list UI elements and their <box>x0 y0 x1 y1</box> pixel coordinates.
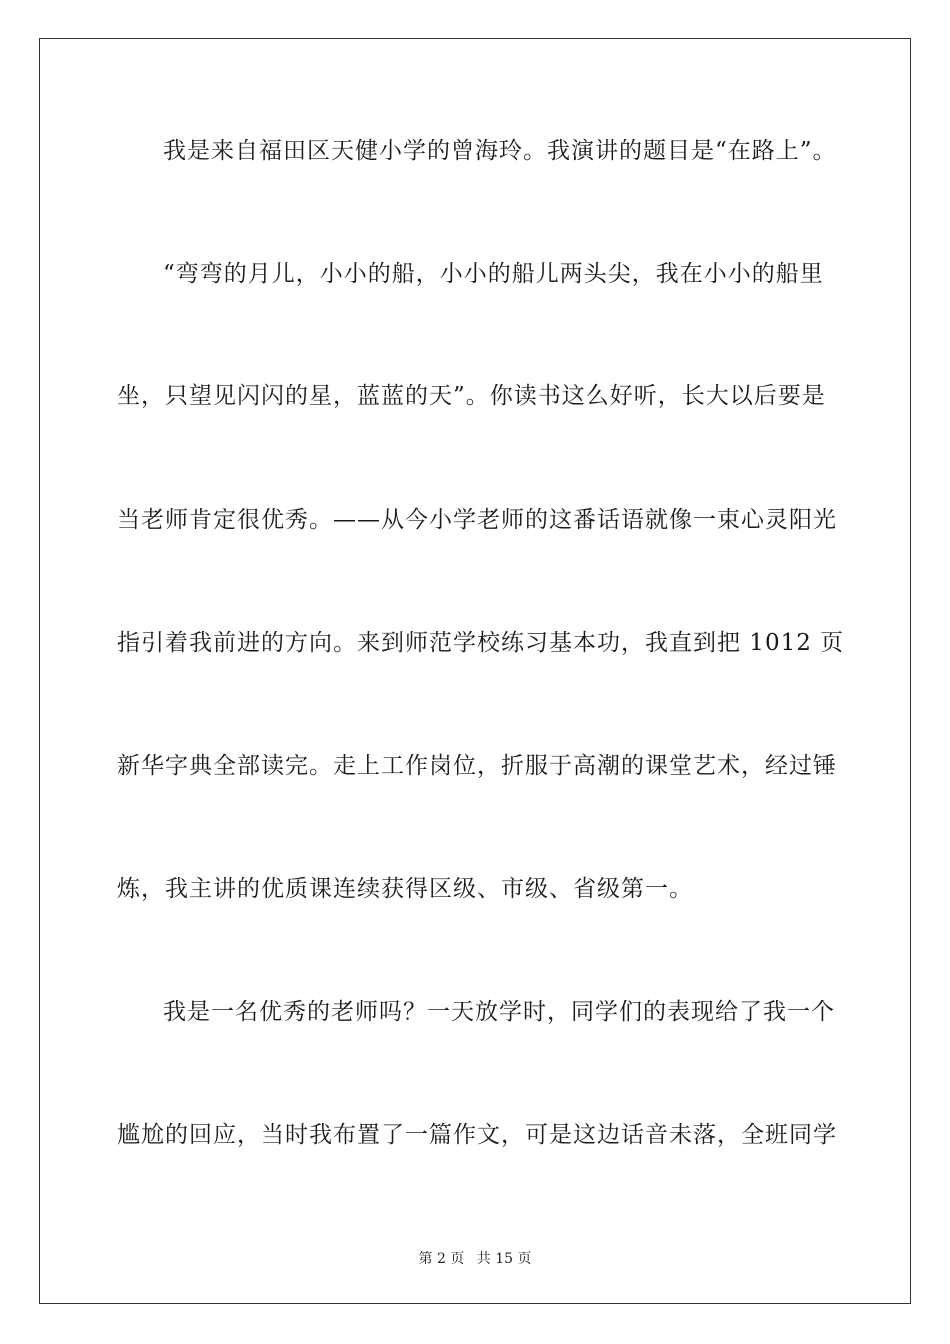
paragraph-line: 尴尬的回应，当时我布置了一篇作文，可是这边话音未落，全班同学 <box>117 1122 837 1148</box>
paragraph-line: 新华字典全部读完。走上工作岗位，折服于高潮的课堂艺术，经过锤 <box>117 753 837 779</box>
page-footer <box>0 1248 950 1268</box>
paragraph-line: 炼，我主讲的优质课连续获得区级、市级、省级第一。 <box>117 876 693 902</box>
page-total: 共 15 页 <box>476 1251 532 1267</box>
paragraph-line: 坐，只望见闪闪的星，蓝蓝的天”。你读书这么好听，长大以后要是 <box>117 383 826 409</box>
paragraph-line: “弯弯的月儿，小小的船，小小的船儿两头尖，我在小小的船里 <box>163 261 824 287</box>
paragraph-line: 我是来自福田区天健小学的曾海玲。我演讲的题目是“在路上”。 <box>163 138 837 164</box>
paragraph-line: 我是一名优秀的老师吗？一天放学时，同学们的表现给了我一个 <box>163 999 835 1025</box>
page-border <box>39 38 911 1304</box>
paragraph-line: 当老师肯定很优秀。——从今小学老师的这番话语就像一束心灵阳光 <box>117 507 837 533</box>
page-number: 第 2 页 <box>418 1251 465 1267</box>
paragraph-line: 指引着我前进的方向。来到师范学校练习基本功，我直到把 1012 页 <box>117 630 845 656</box>
